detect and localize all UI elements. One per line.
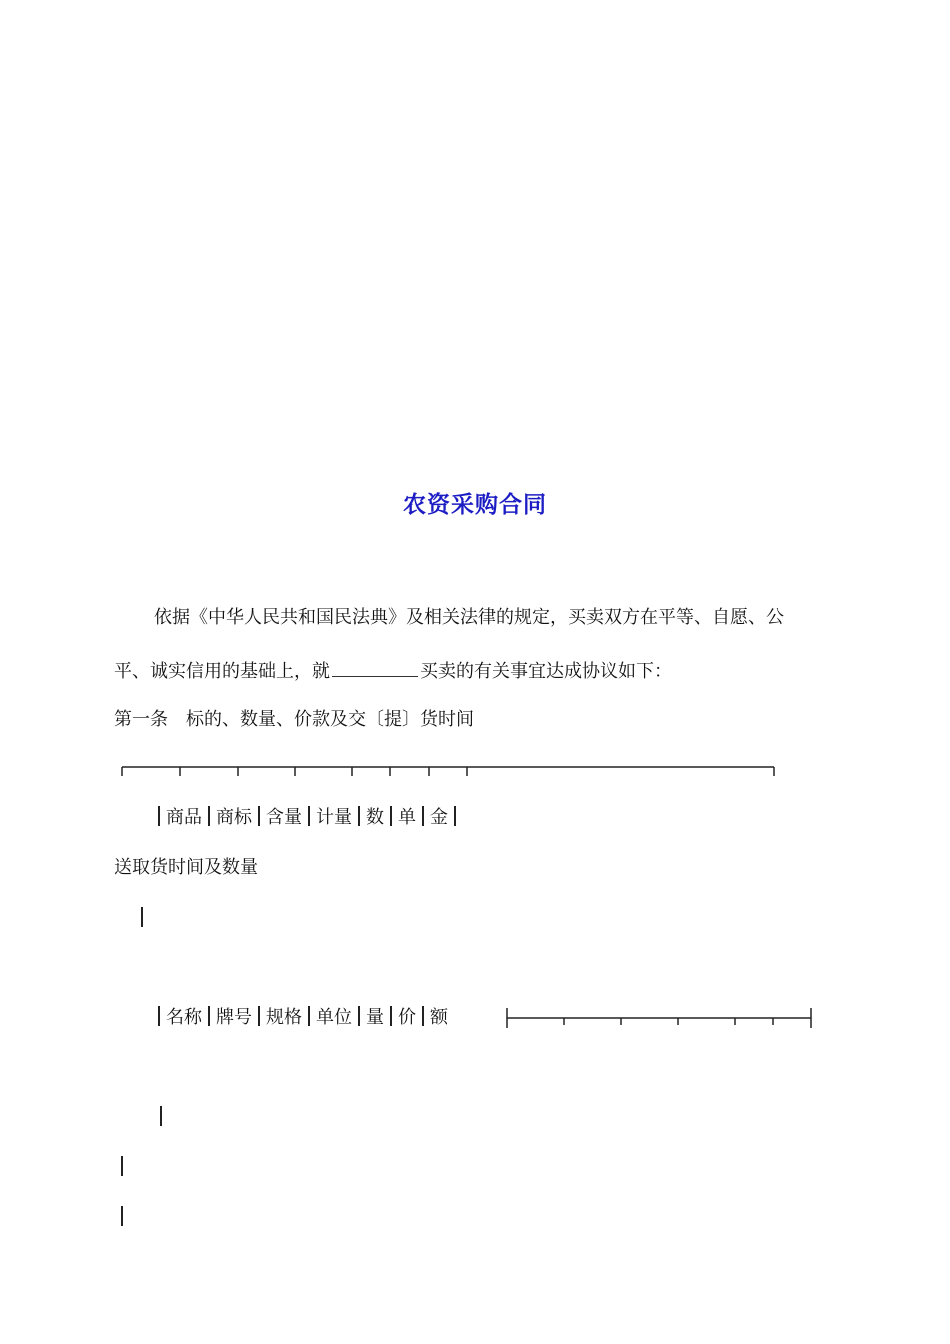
header-cell: 商标 xyxy=(216,807,252,828)
header-cell: 名称 xyxy=(166,1007,202,1028)
table-vertical-rule xyxy=(141,907,143,927)
table-vertical-rule xyxy=(121,1206,123,1226)
intro-line-2-prefix: 平、诚实信用的基础上，就 xyxy=(114,661,330,682)
delivery-columns-rule xyxy=(505,1008,815,1030)
table-vertical-rule xyxy=(160,1106,162,1126)
delivery-time-label: 送取货时间及数量 xyxy=(114,857,258,878)
header-cell: 数 xyxy=(366,807,384,828)
document-title: 农资采购合同 xyxy=(403,491,547,518)
intro-line-2-suffix: 买卖的有关事宜达成协议如下： xyxy=(420,661,672,682)
header-cell: 价 xyxy=(398,1007,416,1028)
goods-name-blank[interactable] xyxy=(332,658,418,677)
header-cell: 计量 xyxy=(316,807,352,828)
header-cell: 单位 xyxy=(316,1007,352,1028)
article-1-heading: 第一条 标的、数量、价款及交〔提〕货时间 xyxy=(114,709,474,730)
intro-paragraph-line-1: 依据《中华人民共和国民法典》及相关法律的规定，买卖双方在平等、自愿、公 xyxy=(154,607,784,628)
header-cell: 商品 xyxy=(166,807,202,828)
table-header-row-2 xyxy=(158,1006,454,1030)
intro-paragraph-line-2 xyxy=(114,658,672,684)
header-cell: 单 xyxy=(398,807,416,828)
table-top-border xyxy=(120,764,780,780)
header-cell: 牌号 xyxy=(216,1007,252,1028)
header-cell: 额 xyxy=(430,1007,448,1028)
header-cell: 规格 xyxy=(266,1007,302,1028)
header-cell: 量 xyxy=(366,1007,384,1028)
table-header-row-1 xyxy=(158,806,456,830)
table-vertical-rule xyxy=(121,1156,123,1176)
header-cell: 含量 xyxy=(266,807,302,828)
header-cell: 金 xyxy=(430,807,448,828)
